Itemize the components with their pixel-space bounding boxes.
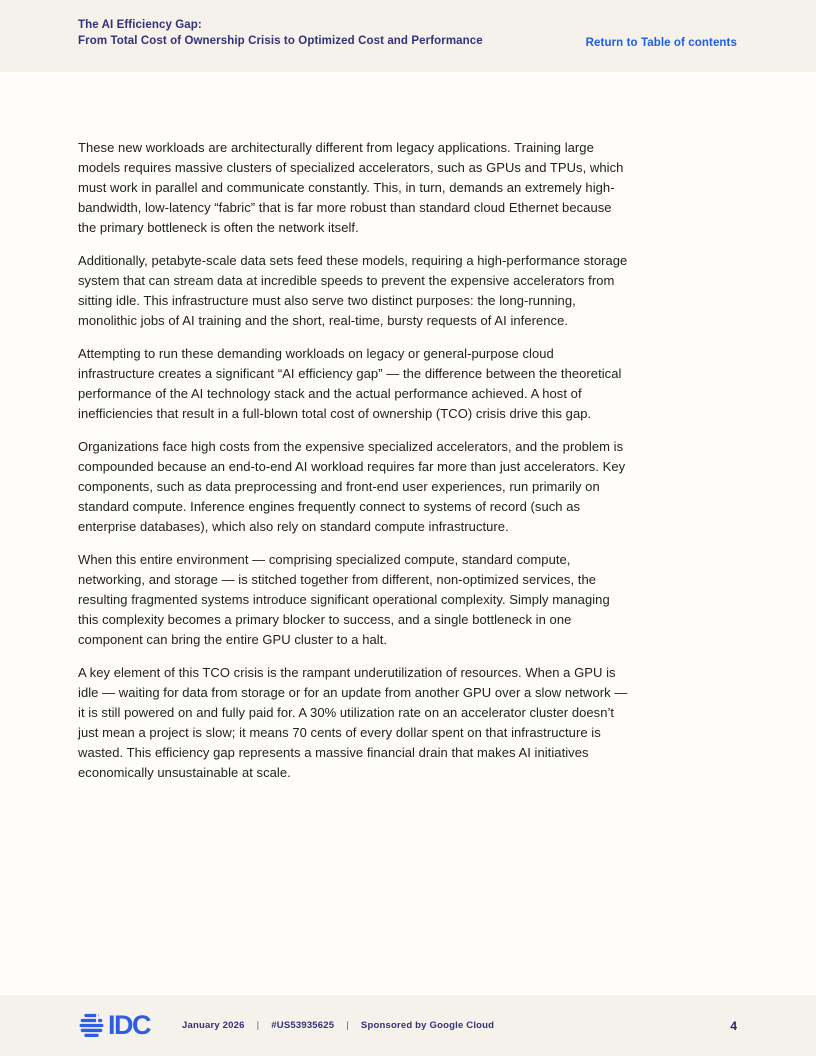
page-number: 4	[730, 1018, 737, 1033]
footer-doc-number: #US53935625	[271, 1020, 335, 1031]
document-title-line1: The AI Efficiency Gap:	[78, 19, 202, 31]
paragraph-ai-efficiency-gap: Attempting to run these demanding workloads on legacy or general-purpose cloud infrastructure creates a significant “AI efficiency gap” — the difference between the theoretical performance of the AI technology stack and the actual performance achieved. A host of inefficiencies that result in a full-blown total cost of ownership (TCO) crisis drive this gap.	[78, 346, 622, 421]
paragraph-organization-costs: Organizations face high costs from the expensive specialized accelerators, and the problem is compounded because an end-to-end AI workload requires far more than just accelerators. Key components, such as data preprocessing and front-end user experiences, run primarily on standard compute. Inference engines frequently connect to systems of record (such as enterprise databases), which also rely on standard compute infrastructure.	[78, 439, 626, 534]
paragraph-underutilization: A key element of this TCO crisis is the rampant underutilization of resources. When a GPU is idle — waiting for data from storage or for an update from another GPU over a slow network — it is still powered on and fully paid for. A 30% utilization rate on an accelerator cluster doesn’t just mean a project is slow; it means 70 cents of every dollar spent on that infrastructure is wasted. This efficiency gap represents a massive financial drain that makes AI initiatives economically unsustainable at scale.	[78, 665, 628, 780]
footer-separator: |	[256, 1020, 260, 1031]
page-header	[0, 0, 816, 72]
document-title-line2: From Total Cost of Ownership Crisis to Optimized Cost and Performance	[78, 35, 483, 47]
paragraph-workloads-architecture: These new workloads are architecturally different from legacy applications. Training large models requires massive clusters of specialized accelerators, such as GPUs and TPUs, which must work in parallel and communicate constantly. This, in turn, demands an extremely high-bandwidth, low-latency “fabric” that is far more robust than standard cloud Ethernet because the primary bottleneck is often the network itself.	[78, 140, 624, 235]
idc-wordmark: IDC	[108, 1010, 150, 1040]
idc-logo	[78, 1012, 150, 1039]
footer-meta	[182, 1020, 494, 1031]
paragraph-fragmented-systems: When this entire environment — comprising specialized compute, standard compute, networking, and storage — is stitched together from different, non-optimized services, the resulting fragmented systems introduce significant operational complexity. Simply managing this complexity becomes a primary blocker to success, and a single bottleneck in one component can bring the entire GPU cluster to a halt.	[78, 552, 610, 647]
page-footer	[0, 995, 816, 1056]
footer-separator: |	[346, 1020, 349, 1031]
footer-sponsor: Sponsored by Google Cloud	[360, 1020, 495, 1031]
footer-date: January 2026	[182, 1020, 245, 1031]
body-text	[78, 138, 630, 796]
return-to-toc-link[interactable]: Return to Table of contents	[585, 37, 737, 49]
document-title	[78, 17, 483, 49]
idc-globe-icon	[78, 1012, 105, 1039]
paragraph-petabyte-storage: Additionally, petabyte-scale data sets feed these models, requiring a high-performance storage system that can stream data at incredible speeds to prevent the expensive accelerators from sitting idle. This infrastructure must also serve two distinct purposes: the long-running, monolithic jobs of AI training and the short, real-time, bursty requests of AI inference.	[78, 253, 628, 328]
